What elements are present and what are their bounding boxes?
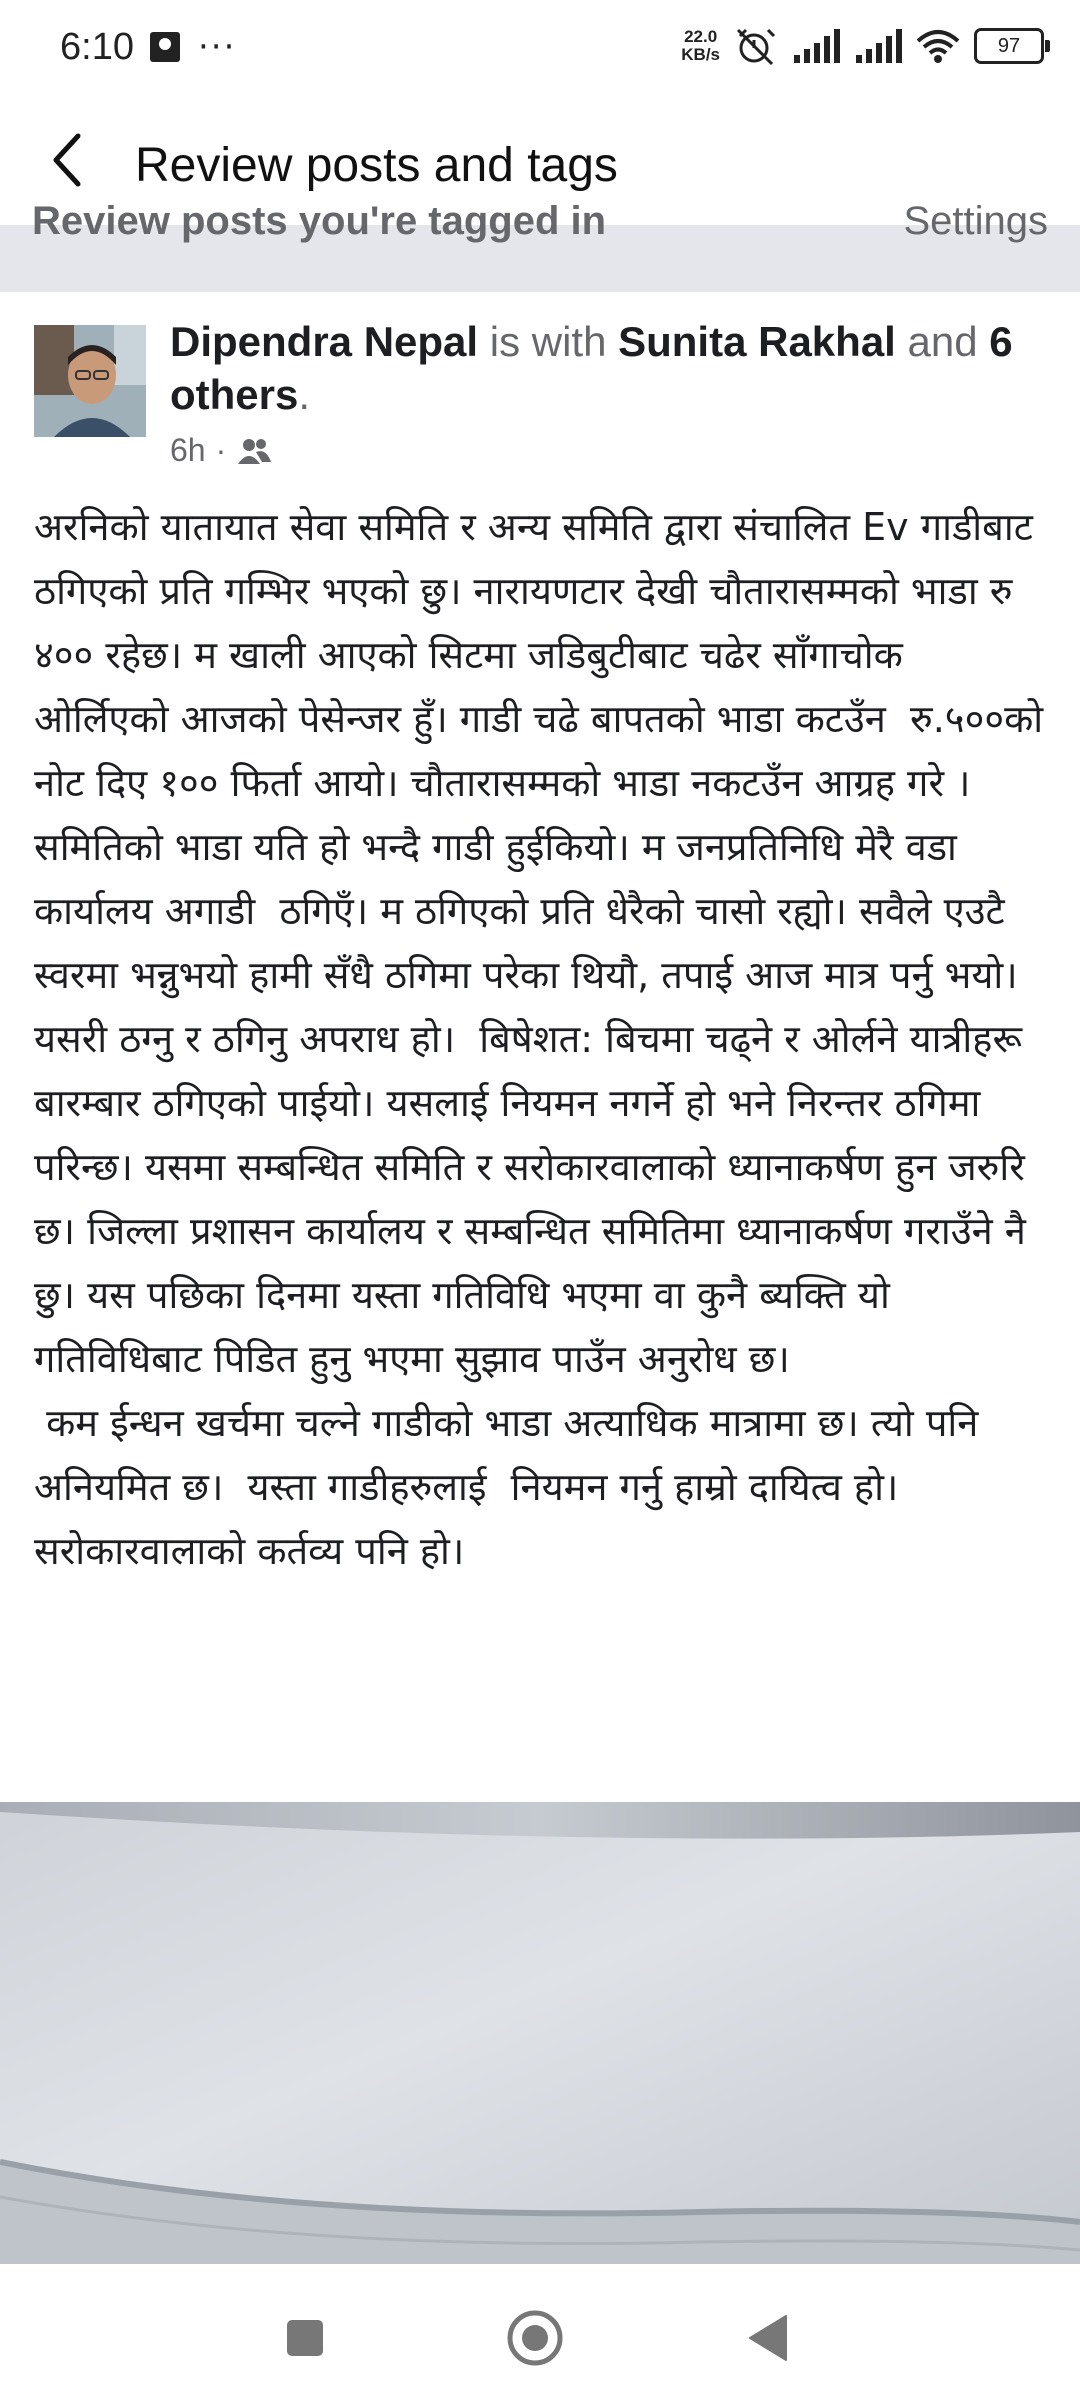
back-triangle-icon: [746, 2314, 790, 2362]
tagged-person[interactable]: Sunita Rakhal: [618, 318, 896, 365]
back-arrow-icon: [48, 132, 88, 188]
others-link[interactable]: 6 others: [170, 318, 1013, 418]
signal-2-icon: [854, 29, 902, 63]
and-text: and: [895, 318, 990, 365]
status-time: 6:10: [60, 26, 134, 68]
post-meta: [170, 432, 272, 469]
post-text: अरनिको यातायात सेवा समिति र अन्य समिति द्वारा संचालित Ev गाडीबाट ठगिएको प्रति गम्भिर भएको छु। नारायणटार देखी चौतारासम्मको भाडा रु ४०० रहेछ। म खाली आएको सिटमा जडिबुटीबाट चढेर साँगाचोक ओर्लिएको आजको पेसेन्जर हुँ। गाडी चढे बापतको भाडा कटउँन रु.५००को नोट दिए १०० फिर्ता आयो। चौतारासम्मको भाडा नकटउँन आग्रह गरे । समितिको भाडा यति हो भन्दै गाडी हुईकियो। म जनप्रतिनिधि मेरै वडा कार्यालय अगाडी ठगिएँ। म ठगिएको प्रति धेरैको चासो रह्यो। सवैले एउटै स्वरमा भन्नुभयो हामी सँधै ठगिमा परेका थियौ, तपाई आज मात्र पर्नु भयो। यसरी ठग्नु र ठगिनु अपराध हो। बिषेशत: बिचमा चढ्ने र ओर्लने यात्रीहरू बारम्बार ठगिएको पाईयो। यसलाई नियमन नगर्ने हो भने निरन्तर ठगिमा परिन्छ। यसमा सम्बन्धित समिति र सरोकारवालाको ध्यानाकर्षण हुन जरुरि छ। जिल्ला प्रशासन कार्यालय र सम्बन्धित समितिमा ध्यानाकर्षण गराउँने नै छु। यस पछिका दिनमा यस्ता गतिविधि भएमा वा कुनै ब्यक्ति यो गतिविधिबाट पिडित हुनु भएमा सुझाव पाउँन अनुरोध छ। कम ईन्धन खर्चमा चल्ने गाडीको भाडा अत्याधिक मात्रामा छ। त्यो पनि अनियमित छ। यस्ता गाडीहरुलाई नियमन गर्नु हाम्रो दायित्व हो। सरोकारवालाको कर्तव्य पनि हो।: [34, 505, 1044, 1573]
network-speed-unit: KB/s: [681, 45, 720, 64]
home-circle-icon: [506, 2309, 564, 2367]
profile-photo: [34, 325, 146, 437]
battery-icon: 97: [974, 28, 1044, 64]
recents-button[interactable]: [275, 2308, 335, 2368]
system-nav-bar: [0, 2264, 1080, 2400]
nav-back-button[interactable]: [738, 2308, 798, 2368]
signal-1-icon: [792, 29, 840, 63]
wifi-icon: [916, 29, 960, 63]
post-header: [170, 315, 1050, 421]
recents-square-icon: [285, 2318, 325, 2358]
post-photo[interactable]: [0, 1802, 1080, 2264]
meta-separator: ·: [215, 432, 227, 468]
home-button[interactable]: [505, 2308, 565, 2368]
with-text: is with: [478, 318, 619, 365]
network-speed: [681, 28, 720, 64]
page-title: Review posts and tags: [135, 139, 618, 192]
back-button[interactable]: [38, 130, 98, 190]
status-notification-icons: [150, 27, 237, 67]
alarm-off-icon: [734, 26, 778, 66]
review-tagged-heading: Review posts you're tagged in: [32, 199, 607, 243]
more-notifications-icon: ···: [198, 27, 237, 67]
avatar[interactable]: [34, 325, 146, 437]
header-period: .: [298, 371, 311, 418]
post-time[interactable]: 6h: [170, 432, 206, 468]
car-hood-image: [0, 1802, 1080, 2264]
friends-audience-icon: [236, 436, 272, 466]
notification-app-icon: [150, 32, 180, 62]
network-speed-value: 22.0: [684, 27, 718, 46]
status-bar: [0, 0, 1080, 100]
status-system-icons: [681, 26, 1044, 66]
review-header-strip: [0, 199, 1080, 292]
author-name[interactable]: Dipendra Nepal: [170, 318, 479, 365]
settings-link[interactable]: Settings: [903, 199, 1048, 243]
